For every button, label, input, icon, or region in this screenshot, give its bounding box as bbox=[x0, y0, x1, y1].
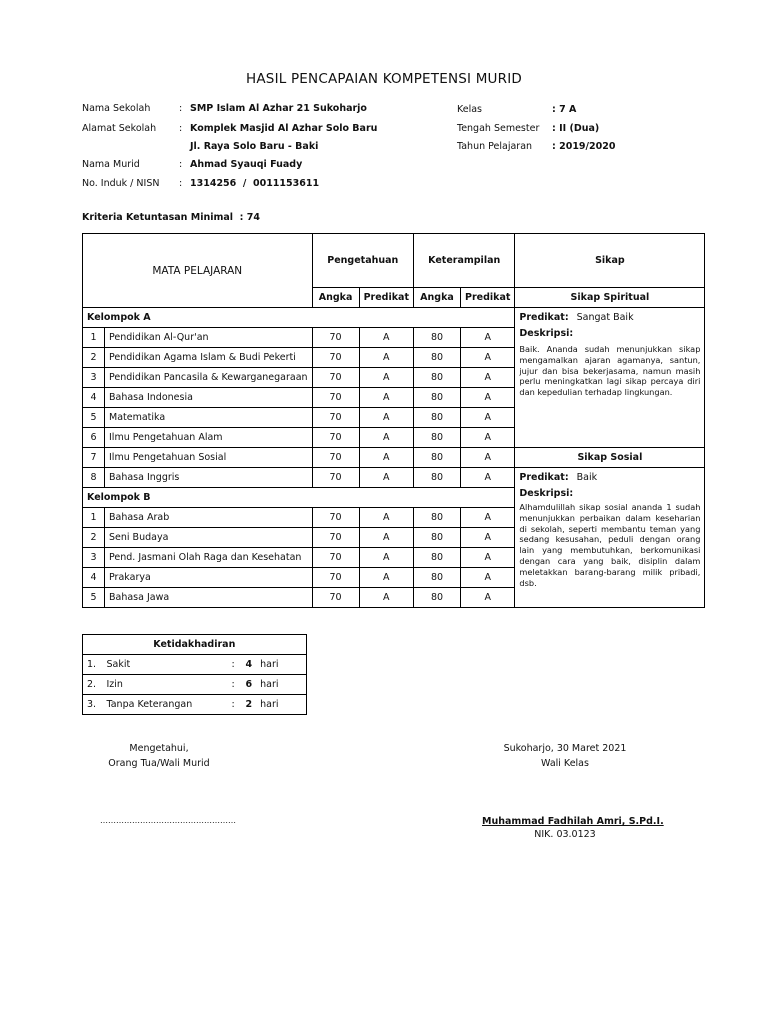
absence-count: 6 bbox=[242, 675, 257, 695]
keterampilan-angka: 80 bbox=[413, 448, 460, 468]
keterampilan-predikat: A bbox=[460, 468, 514, 488]
label-tengah-semester: Tengah Semester bbox=[457, 123, 540, 134]
keterampilan-predikat: A bbox=[460, 388, 514, 408]
sosial-deskripsi-label: Deskripsi: bbox=[519, 488, 574, 499]
row-number: 5 bbox=[83, 588, 105, 608]
sosial-predikat-value: Baik bbox=[576, 472, 598, 483]
keterampilan-predikat: A bbox=[460, 448, 514, 468]
pengetahuan-predikat: A bbox=[359, 508, 413, 528]
pengetahuan-angka: 70 bbox=[312, 388, 359, 408]
pengetahuan-predikat: A bbox=[359, 528, 413, 548]
table-row bbox=[83, 655, 307, 675]
absence-separator: : bbox=[228, 675, 242, 695]
sikap-spiritual-cell bbox=[515, 308, 705, 448]
keterampilan-angka: 80 bbox=[413, 588, 460, 608]
sep-nama-murid: : bbox=[179, 159, 183, 170]
row-number: 2 bbox=[83, 528, 105, 548]
header-keterampilan: Keterampilan bbox=[413, 234, 514, 288]
row-number: 5 bbox=[83, 408, 105, 428]
absence-count: 2 bbox=[242, 695, 257, 715]
value-nama-murid: Ahmad Syauqi Fuady bbox=[190, 159, 303, 170]
absence-number: 2. bbox=[83, 675, 103, 695]
spiritual-predikat-label: Predikat: bbox=[519, 312, 569, 323]
pengetahuan-angka: 70 bbox=[312, 508, 359, 528]
pengetahuan-predikat: A bbox=[359, 348, 413, 368]
header-mata-pelajaran: MATA PELAJARAN bbox=[83, 234, 313, 308]
teacher-name: Muhammad Fadhilah Amri, S.Pd.I. bbox=[482, 816, 664, 827]
subject-name: Pendidikan Pancasila & Kewarganegaraan bbox=[105, 368, 313, 388]
table-row bbox=[83, 468, 705, 488]
pengetahuan-predikat: A bbox=[359, 368, 413, 388]
sep-nama-sekolah: : bbox=[179, 103, 183, 114]
row-number: 7 bbox=[83, 448, 105, 468]
pengetahuan-predikat: A bbox=[359, 448, 413, 468]
pengetahuan-predikat: A bbox=[359, 468, 413, 488]
row-number: 1 bbox=[83, 508, 105, 528]
sosial-predikat-label: Predikat: bbox=[519, 472, 569, 483]
keterampilan-angka: 80 bbox=[413, 388, 460, 408]
absence-unit: hari bbox=[256, 675, 306, 695]
keterampilan-predikat: A bbox=[460, 588, 514, 608]
value-kelas: : 7 A bbox=[552, 104, 577, 115]
label-nisn: No. Induk / NISN bbox=[82, 178, 160, 189]
keterampilan-predikat: A bbox=[460, 328, 514, 348]
spiritual-deskripsi: Baik. Ananda sudah menunjukkan sikap mengamalkan ajaran agamanya, santun, jujur dan bisa bekerjasama, namun masih perlu meningkatkan lagi sikap percaya diri dan kepedulian terhadap lingkungan. bbox=[519, 344, 701, 398]
subject-name: Prakarya bbox=[105, 568, 313, 588]
pengetahuan-angka: 70 bbox=[312, 468, 359, 488]
sikap-sosial-cell bbox=[515, 468, 705, 608]
absence-unit: hari bbox=[256, 695, 306, 715]
pengetahuan-angka: 70 bbox=[312, 348, 359, 368]
row-number: 3 bbox=[83, 368, 105, 388]
row-number: 4 bbox=[83, 568, 105, 588]
header-sikap-sosial: Sikap Sosial bbox=[515, 448, 705, 468]
kkm-label: Kriteria Ketuntasan Minimal : 74 bbox=[82, 212, 260, 223]
spiritual-deskripsi-label: Deskripsi: bbox=[519, 328, 574, 339]
pengetahuan-angka: 70 bbox=[312, 368, 359, 388]
keterampilan-angka: 80 bbox=[413, 528, 460, 548]
pengetahuan-angka: 70 bbox=[312, 568, 359, 588]
keterampilan-predikat: A bbox=[460, 548, 514, 568]
row-number: 3 bbox=[83, 548, 105, 568]
absence-number: 3. bbox=[83, 695, 103, 715]
pengetahuan-predikat: A bbox=[359, 408, 413, 428]
keterampilan-angka: 80 bbox=[413, 428, 460, 448]
keterampilan-predikat: A bbox=[460, 428, 514, 448]
keterampilan-angka: 80 bbox=[413, 348, 460, 368]
value-nama-sekolah: SMP Islam Al Azhar 21 Sukoharjo bbox=[190, 103, 367, 114]
keterampilan-angka: 80 bbox=[413, 368, 460, 388]
subject-name: Bahasa Jawa bbox=[105, 588, 313, 608]
absence-label: Izin bbox=[103, 675, 228, 695]
spiritual-predikat-value: Sangat Baik bbox=[576, 312, 634, 323]
keterampilan-predikat: A bbox=[460, 368, 514, 388]
row-number: 6 bbox=[83, 428, 105, 448]
signature-left-line1: Mengetahui, bbox=[129, 743, 189, 754]
pengetahuan-predikat: A bbox=[359, 548, 413, 568]
keterampilan-angka: 80 bbox=[413, 508, 460, 528]
value-alamat-line2: Jl. Raya Solo Baru - Baki bbox=[190, 141, 319, 152]
pengetahuan-angka: 70 bbox=[312, 328, 359, 348]
pengetahuan-angka: 70 bbox=[312, 528, 359, 548]
table-row bbox=[83, 448, 705, 468]
subject-name: Pendidikan Agama Islam & Budi Pekerti bbox=[105, 348, 313, 368]
keterampilan-predikat: A bbox=[460, 528, 514, 548]
absence-separator: : bbox=[228, 655, 242, 675]
header-predikat: Predikat bbox=[359, 288, 413, 308]
keterampilan-angka: 80 bbox=[413, 568, 460, 588]
pengetahuan-angka: 70 bbox=[312, 548, 359, 568]
row-number: 4 bbox=[83, 388, 105, 408]
pengetahuan-angka: 70 bbox=[312, 408, 359, 428]
keterampilan-predikat: A bbox=[460, 508, 514, 528]
header-angka: Angka bbox=[312, 288, 359, 308]
row-number: 1 bbox=[83, 328, 105, 348]
sep-alamat-sekolah: : bbox=[179, 123, 183, 134]
keterampilan-angka: 80 bbox=[413, 548, 460, 568]
value-tahun-pelajaran: : 2019/2020 bbox=[552, 141, 616, 152]
pengetahuan-predikat: A bbox=[359, 428, 413, 448]
subject-name: Matematika bbox=[105, 408, 313, 428]
header-pengetahuan: Pengetahuan bbox=[312, 234, 413, 288]
keterampilan-predikat: A bbox=[460, 408, 514, 428]
pengetahuan-predikat: A bbox=[359, 568, 413, 588]
absence-title: Ketidakhadiran bbox=[83, 635, 307, 655]
keterampilan-angka: 80 bbox=[413, 468, 460, 488]
row-number: 8 bbox=[83, 468, 105, 488]
signature-left-line2: Orang Tua/Wali Murid bbox=[108, 758, 210, 769]
absence-table bbox=[82, 634, 307, 715]
signature-right-role: Wali Kelas bbox=[541, 758, 589, 769]
absence-count: 4 bbox=[242, 655, 257, 675]
absence-separator: : bbox=[228, 695, 242, 715]
pengetahuan-predikat: A bbox=[359, 388, 413, 408]
sep-nisn: : bbox=[179, 178, 183, 189]
teacher-nik: NIK. 03.0123 bbox=[534, 829, 596, 840]
keterampilan-predikat: A bbox=[460, 348, 514, 368]
subject-name: Pendidikan Al-Qur'an bbox=[105, 328, 313, 348]
subject-name: Seni Budaya bbox=[105, 528, 313, 548]
label-alamat-sekolah: Alamat Sekolah bbox=[82, 123, 157, 134]
subject-name: Bahasa Inggris bbox=[105, 468, 313, 488]
sosial-deskripsi: Alhamdulillah sikap sosial ananda 1 sudah menunjukkan perbaikan dalam keseharian di sekolah, seperti membantu teman yang sedang kesusahan, peduli dengan orang lain yang membutuhkan, berkomunikasi dengan cara yang baik, disiplin dalam meletakkan barang-barang milik pribadi, dsb. bbox=[519, 502, 701, 588]
absence-label: Sakit bbox=[103, 655, 228, 675]
signature-left-dots: …………………………………………… bbox=[100, 816, 236, 825]
group-header-kelompok-b: Kelompok B bbox=[83, 488, 515, 508]
value-alamat-sekolah: Komplek Masjid Al Azhar Solo Baru bbox=[190, 123, 378, 134]
grades-table bbox=[82, 233, 705, 608]
label-kelas: Kelas bbox=[457, 104, 483, 115]
keterampilan-angka: 80 bbox=[413, 328, 460, 348]
keterampilan-predikat: A bbox=[460, 568, 514, 588]
label-nama-murid: Nama Murid bbox=[82, 159, 140, 170]
subject-name: Ilmu Pengetahuan Alam bbox=[105, 428, 313, 448]
label-tahun-pelajaran: Tahun Pelajaran bbox=[457, 141, 533, 152]
value-tengah-semester: : II (Dua) bbox=[552, 123, 600, 134]
subject-name: Bahasa Arab bbox=[105, 508, 313, 528]
header-angka: Angka bbox=[413, 288, 460, 308]
header-sikap-spiritual: Sikap Spiritual bbox=[515, 288, 705, 308]
subject-name: Ilmu Pengetahuan Sosial bbox=[105, 448, 313, 468]
page-title: HASIL PENCAPAIAN KOMPETENSI MURID bbox=[246, 71, 522, 87]
group-header-kelompok-a: Kelompok A bbox=[83, 308, 515, 328]
signature-right-date: Sukoharjo, 30 Maret 2021 bbox=[503, 743, 627, 754]
table-row bbox=[83, 695, 307, 715]
table-row bbox=[83, 675, 307, 695]
subject-name: Pend. Jasmani Olah Raga dan Kesehatan bbox=[105, 548, 313, 568]
absence-label: Tanpa Keterangan bbox=[103, 695, 228, 715]
pengetahuan-angka: 70 bbox=[312, 448, 359, 468]
absence-unit: hari bbox=[256, 655, 306, 675]
subject-name: Bahasa Indonesia bbox=[105, 388, 313, 408]
pengetahuan-predikat: A bbox=[359, 328, 413, 348]
absence-number: 1. bbox=[83, 655, 103, 675]
label-nama-sekolah: Nama Sekolah bbox=[82, 103, 151, 114]
header-sikap: Sikap bbox=[515, 234, 705, 288]
pengetahuan-angka: 70 bbox=[312, 428, 359, 448]
pengetahuan-predikat: A bbox=[359, 588, 413, 608]
header-predikat: Predikat bbox=[460, 288, 514, 308]
row-number: 2 bbox=[83, 348, 105, 368]
value-nisn: 1314256 / 0011153611 bbox=[190, 178, 320, 189]
keterampilan-angka: 80 bbox=[413, 408, 460, 428]
pengetahuan-angka: 70 bbox=[312, 588, 359, 608]
